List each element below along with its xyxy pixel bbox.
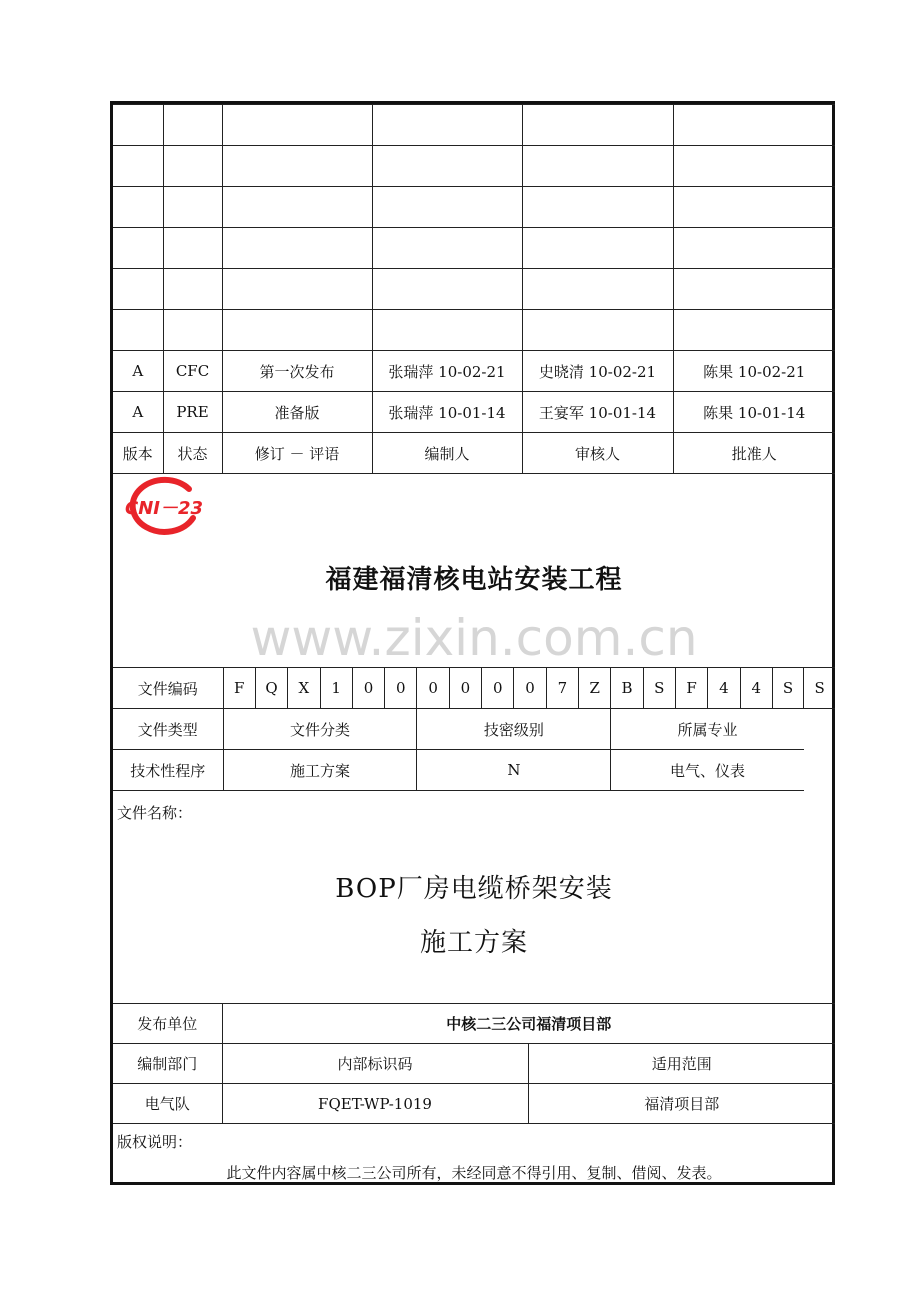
revision-author bbox=[372, 105, 522, 146]
header-approver: 批准人 bbox=[673, 433, 835, 474]
revision-row bbox=[113, 351, 835, 392]
dept-label: 编制部门 bbox=[113, 1044, 222, 1084]
doc-security: N bbox=[417, 750, 611, 791]
doc-code-char: Z bbox=[579, 668, 611, 709]
internal-id-label: 内部标识码 bbox=[222, 1044, 528, 1084]
doc-code-char: S bbox=[643, 668, 675, 709]
doc-name-label: 文件名称： bbox=[117, 804, 193, 822]
revision-reviewer bbox=[522, 105, 673, 146]
revision-version: A bbox=[113, 351, 163, 392]
internal-id-value: FQET-WP-1019 bbox=[222, 1084, 528, 1124]
publish-unit: 中核二三公司福清项目部 bbox=[222, 1004, 835, 1044]
doc-code-char: 0 bbox=[482, 668, 514, 709]
header-version: 版本 bbox=[113, 433, 163, 474]
doc-code-char: 1 bbox=[320, 668, 352, 709]
publish-table bbox=[113, 1003, 835, 1124]
revision-row bbox=[113, 105, 835, 146]
revision-note bbox=[222, 269, 372, 310]
revision-approver bbox=[673, 269, 835, 310]
doc-code-char: 0 bbox=[417, 668, 449, 709]
doc-code-char: F bbox=[675, 668, 707, 709]
header-reviewer: 审核人 bbox=[522, 433, 673, 474]
revision-row bbox=[113, 310, 835, 351]
revision-status bbox=[163, 187, 222, 228]
copyright-label: 版权说明： bbox=[117, 1133, 193, 1151]
doc-code-char: 0 bbox=[352, 668, 384, 709]
doc-code-char: 4 bbox=[740, 668, 772, 709]
revision-reviewer: 史晓清 10-02-21 bbox=[522, 351, 673, 392]
revision-approver bbox=[673, 187, 835, 228]
revision-status bbox=[163, 228, 222, 269]
revision-row bbox=[113, 392, 835, 433]
doc-code-char: 0 bbox=[449, 668, 481, 709]
revision-row bbox=[113, 269, 835, 310]
publish-unit-row bbox=[113, 1004, 835, 1044]
document-cover bbox=[110, 101, 835, 1185]
revision-author: 张瑞萍 10-01-14 bbox=[372, 392, 522, 433]
doc-code-label: 文件编码 bbox=[113, 668, 223, 709]
revision-table bbox=[113, 104, 835, 474]
document-procedure-row bbox=[113, 750, 835, 791]
revision-note: 准备版 bbox=[222, 392, 372, 433]
revision-version bbox=[113, 228, 163, 269]
doc-specialty: 电气、仪表 bbox=[611, 750, 804, 791]
revision-status bbox=[163, 269, 222, 310]
category-header: 文件分类 bbox=[223, 709, 417, 750]
revision-status bbox=[163, 310, 222, 351]
publish-value-row bbox=[113, 1084, 835, 1124]
revision-version: A bbox=[113, 392, 163, 433]
revision-approver: 陈果 10-02-21 bbox=[673, 351, 835, 392]
revision-author bbox=[372, 310, 522, 351]
doc-title-line2: 施工方案 bbox=[419, 928, 528, 958]
header-note: 修订 － 评语 bbox=[222, 433, 372, 474]
header-status: 状态 bbox=[163, 433, 222, 474]
document-type-row bbox=[113, 709, 835, 750]
doc-code-char: S bbox=[804, 668, 835, 709]
specialty-header: 所属专业 bbox=[611, 709, 804, 750]
revision-approver bbox=[673, 146, 835, 187]
doc-code-char: 0 bbox=[385, 668, 417, 709]
revision-author bbox=[372, 187, 522, 228]
scope-value: 福清项目部 bbox=[528, 1084, 835, 1124]
revision-status bbox=[163, 146, 222, 187]
revision-status: CFC bbox=[163, 351, 222, 392]
scope-label: 适用范围 bbox=[528, 1044, 835, 1084]
publish-header-row bbox=[113, 1044, 835, 1084]
dept-value: 电气队 bbox=[113, 1084, 222, 1124]
revision-approver bbox=[673, 228, 835, 269]
revision-reviewer bbox=[522, 228, 673, 269]
revision-status bbox=[163, 105, 222, 146]
revision-approver: 陈果 10-01-14 bbox=[673, 392, 835, 433]
revision-version bbox=[113, 310, 163, 351]
header-author: 编制人 bbox=[372, 433, 522, 474]
revision-note: 第一次发布 bbox=[222, 351, 372, 392]
revision-approver bbox=[673, 105, 835, 146]
watermark: www.zixin.com.cn bbox=[250, 609, 698, 667]
revision-reviewer bbox=[522, 310, 673, 351]
revision-version bbox=[113, 146, 163, 187]
revision-note bbox=[222, 187, 372, 228]
doc-code-char: 0 bbox=[514, 668, 546, 709]
revision-author: 张瑞萍 10-02-21 bbox=[372, 351, 522, 392]
publish-unit-label: 发布单位 bbox=[113, 1004, 222, 1044]
document-code-row bbox=[113, 668, 835, 709]
revision-author bbox=[372, 269, 522, 310]
revision-author bbox=[372, 146, 522, 187]
procedure-label: 技术性程序 bbox=[113, 750, 223, 791]
revision-status: PRE bbox=[163, 392, 222, 433]
doc-code-char: F bbox=[223, 668, 255, 709]
revision-author bbox=[372, 228, 522, 269]
revision-row bbox=[113, 187, 835, 228]
copyright-text: 此文件内容属中核二三公司所有，未经同意不得引用、复制、借阅、发表。 bbox=[226, 1164, 722, 1182]
revision-row bbox=[113, 228, 835, 269]
logo-text: CNI－23 bbox=[124, 498, 204, 519]
document-code-table bbox=[113, 667, 835, 791]
revision-version bbox=[113, 187, 163, 228]
doc-type-label: 文件类型 bbox=[113, 709, 223, 750]
company-logo bbox=[123, 474, 205, 536]
revision-header-row bbox=[113, 433, 835, 474]
revision-note bbox=[222, 228, 372, 269]
revision-note bbox=[222, 146, 372, 187]
revision-note bbox=[222, 105, 372, 146]
revision-reviewer bbox=[522, 187, 673, 228]
doc-code-char: Q bbox=[255, 668, 287, 709]
doc-code-char: B bbox=[611, 668, 643, 709]
revision-row bbox=[113, 146, 835, 187]
project-title: 福建福清核电站安装工程 bbox=[325, 565, 623, 595]
doc-code-char: S bbox=[772, 668, 803, 709]
doc-category: 施工方案 bbox=[223, 750, 417, 791]
revision-reviewer: 王宴军 10-01-14 bbox=[522, 392, 673, 433]
revision-version bbox=[113, 269, 163, 310]
revision-note bbox=[222, 310, 372, 351]
doc-code-char: X bbox=[288, 668, 320, 709]
doc-code-char: 7 bbox=[546, 668, 578, 709]
revision-reviewer bbox=[522, 146, 673, 187]
revision-version bbox=[113, 105, 163, 146]
doc-code-char: 4 bbox=[708, 668, 740, 709]
security-header: 技密级别 bbox=[417, 709, 611, 750]
revision-reviewer bbox=[522, 269, 673, 310]
doc-title-line1: BOP厂房电缆桥架安装 bbox=[335, 874, 613, 904]
revision-approver bbox=[673, 310, 835, 351]
